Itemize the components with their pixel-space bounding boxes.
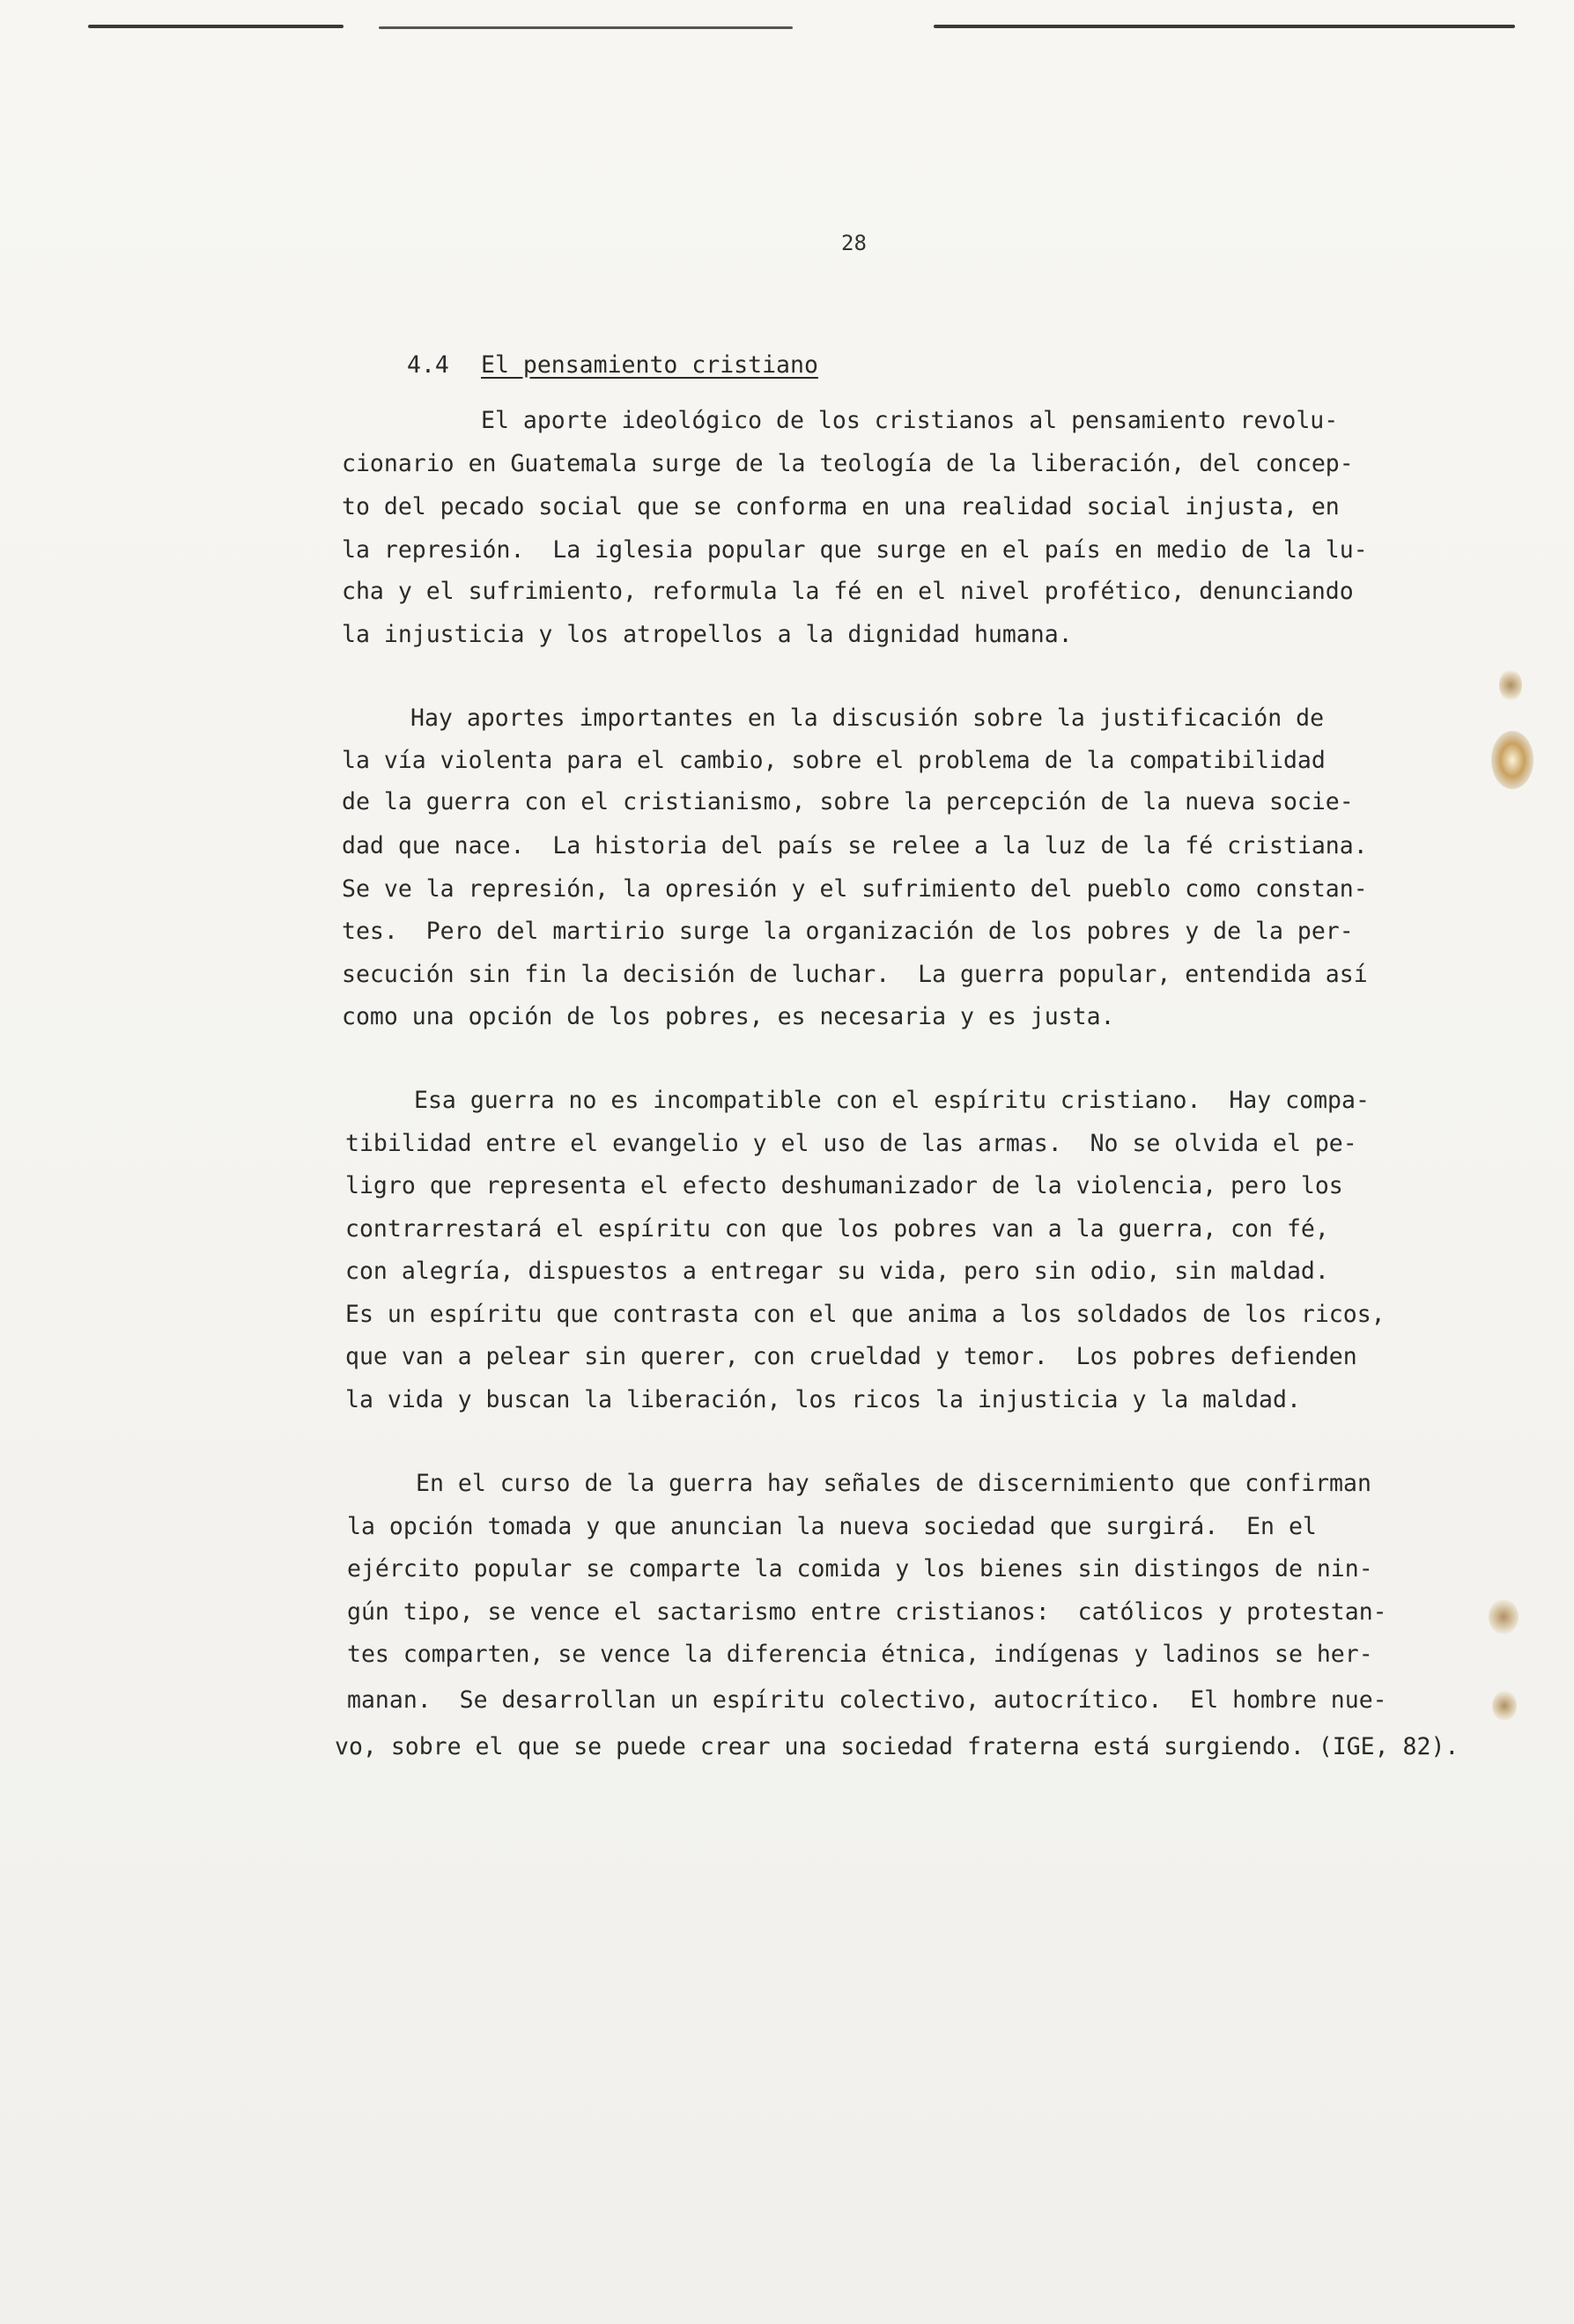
paragraph-line: cha y el sufrimiento, reformula la fé en el nivel profético, denunciando xyxy=(342,578,1354,605)
paragraph-line: la vida y buscan la liberación, los ricos la injusticia y la maldad. xyxy=(345,1386,1301,1413)
paragraph-line: ejército popular se comparte la comida y los bienes sin distingos de nin- xyxy=(347,1555,1373,1583)
paper-stain xyxy=(1499,669,1522,701)
top-border-line xyxy=(88,25,344,28)
paragraph-line: la vía violenta para el cambio, sobre el problema de la compatibilidad xyxy=(342,747,1326,774)
paper-stain xyxy=(1492,1691,1517,1721)
paragraph-line: ligro que representa el efecto deshumanizador de la violencia, pero los xyxy=(345,1172,1343,1199)
paragraph-line: tibilidad entre el evangelio y el uso de las armas. No se olvida el pe- xyxy=(345,1130,1357,1157)
paragraph-line: gún tipo, se vence el sactarismo entre cristianos: católicos y protestan- xyxy=(347,1598,1387,1626)
top-border-line xyxy=(934,25,1515,28)
paragraph-line: tes comparten, se vence la diferencia étnica, indígenas y ladinos se her- xyxy=(347,1641,1373,1668)
paper-stain xyxy=(1491,731,1533,789)
paragraph-line: tes. Pero del martirio surge la organización de los pobres y de la per- xyxy=(342,918,1354,945)
paragraph-line: la represión. La iglesia popular que surge en el país en medio de la lu- xyxy=(342,536,1368,564)
paragraph-line: como una opción de los pobres, es necesaria y es justa. xyxy=(342,1003,1115,1030)
page-number: 28 xyxy=(841,231,867,255)
paragraph-line: con alegría, dispuestos a entregar su vida, pero sin odio, sin maldad. xyxy=(345,1258,1329,1285)
paragraph-line: que van a pelear sin querer, con crueldad y temor. Los pobres defienden xyxy=(345,1343,1357,1370)
paragraph-line: secución sin fin la decisión de luchar. La guerra popular, entendida así xyxy=(342,961,1368,988)
paragraph-line: Esa guerra no es incompatible con el espíritu cristiano. Hay compa- xyxy=(414,1087,1370,1114)
paragraph-line: de la guerra con el cristianismo, sobre la percepción de la nueva socie- xyxy=(342,788,1354,815)
top-border-line xyxy=(379,26,793,29)
paragraph-line: manan. Se desarrollan un espíritu colectivo, autocrítico. El hombre nue- xyxy=(347,1686,1387,1714)
section-number: 4.4 xyxy=(407,351,449,379)
paragraph-line: El aporte ideológico de los cristianos al pensamiento revolu- xyxy=(481,407,1339,434)
paragraph-line: Hay aportes importantes en la discusión sobre la justificación de xyxy=(410,705,1325,732)
paragraph-line: vo, sobre el que se puede crear una sociedad fraterna está surgiendo. (IGE, 82). xyxy=(335,1733,1459,1760)
paragraph-line: la injusticia y los atropellos a la dignidad humana. xyxy=(342,621,1073,648)
paper-stain xyxy=(1489,1599,1519,1634)
paragraph-line: dad que nace. La historia del país se relee a la luz de la fé cristiana. xyxy=(342,832,1368,860)
paragraph-line: Es un espíritu que contrasta con el que anima a los soldados de los ricos, xyxy=(345,1301,1386,1328)
paragraph-line: la opción tomada y que anuncian la nueva sociedad que surgirá. En el xyxy=(347,1513,1317,1540)
bleed-through xyxy=(264,326,1365,1418)
paragraph-line: Se ve la represión, la opresión y el sufrimiento del pueblo como constan- xyxy=(342,875,1368,903)
paragraph-line: to del pecado social que se conforma en una realidad social injusta, en xyxy=(342,493,1340,520)
paragraph-line: cionario en Guatemala surge de la teología de la liberación, del concep- xyxy=(342,450,1354,477)
section-title: El pensamiento cristiano xyxy=(481,351,818,379)
paragraph-line: contrarrestará el espíritu con que los pobres van a la guerra, con fé, xyxy=(345,1215,1329,1243)
paragraph-line: En el curso de la guerra hay señales de discernimiento que confirman xyxy=(416,1470,1371,1497)
